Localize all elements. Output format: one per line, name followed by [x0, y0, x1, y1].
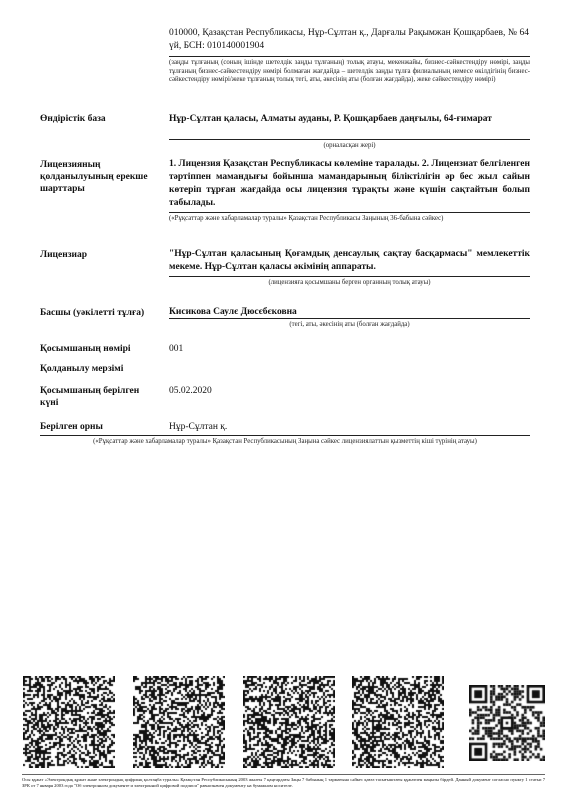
licensor-value: "Нұр-Сұлтан қаласының Қоғамдық денсаулық сақтау басқармасы" мемлекеттік мекеме. Нұр-Сұлтан қаласы әкімінің аппараты.	[169, 249, 530, 272]
footer-legal-text: Осы құжат «Электрондық құжат және электрондық цифрлық қолтаңба туралы» Қазақстан Республикасының 2003 жылғы 7 қаңтардағы Заңы 7 бабының 1 тармағына сәйкес қағаз тасығыштағы құжатпен маңызы бірдей. Данный документ согласно пункту 1 статьи 7 ЗРК от 7 января 2003 года "Об электронном документе и электронной цифровой подписи" равнозначен документу на бумажном носителе.	[22, 777, 545, 788]
address-underline	[169, 56, 530, 57]
datamatrix-code-4-icon	[352, 676, 444, 768]
place-of-issue-label: Берілген орны	[40, 422, 103, 432]
place-of-issue-value: Нұр-Сұлтан қ.	[169, 422, 228, 432]
validity-label: Қолданылу мерзімі	[40, 364, 124, 374]
license-conditions-value: 1. Лицензия Қазақстан Республикасы көлеміне таралады. 2. Лицензиат белгіленген тәртіппен мамандығы бойынша мамандарының біліктілігін әр бес жыл сайын көтеріп тұрған жағдайда осы лицензия тұрақты және күшін сақтайтын болып табылады.	[169, 159, 530, 208]
head-caption: (тегі, аты, әкесінің аты (болған жағдайда)	[289, 321, 410, 328]
appendix-number-label: Қосымшаның нөмірі	[40, 344, 131, 354]
datamatrix-code-3-icon	[243, 676, 335, 768]
licensor-label: Лицензиар	[40, 250, 88, 260]
datamatrix-code-2-icon	[133, 676, 225, 768]
license-conditions-label: Лицензияның қолданылуының ерекше шарттары	[40, 160, 148, 194]
license-conditions-caption: («Рұқсаттар және хабарламалар туралы» Қазақстан Республикасы Заңының 36-бабына сәйкес)	[169, 215, 444, 222]
appendix-number-value: 001	[169, 344, 184, 354]
issue-date-label: Қосымшаның берілген күні	[40, 386, 140, 408]
place-of-issue-caption: («Рұқсаттар және хабарламалар туралы» Қазақстан Республикасының Заңына сәйкес лицензиялаттын қызметтің кіші түрінің атауы)	[93, 438, 477, 445]
head-label: Басшы (уәкілетті тұлға)	[40, 308, 145, 318]
production-base-underline	[169, 139, 530, 140]
datamatrix-code-1-icon	[23, 676, 115, 768]
address-note: (заңды тұлғаның (соның ішінде шетелдік заңды тұлғаның) толық атауы, мекенжайы, бизнес-сәйкестендіру нөмірі, заңды тұлғаның бизнес-сәйкестендіру нөмірі болмаған жағдайда – шетелдік заңды тұлға филиалының немесе өкілдігінің бизнес-сәйкестендіру нөмірі/жеке тұлғаның толық тегі, аты, әкесінің аты (болған жағдайда), жеке сәйкестендіру нөмірі)	[169, 59, 530, 84]
head-value: Кисикова Саулє Дюсєбєковна	[169, 307, 297, 317]
production-base-label: Өндірістік база	[40, 114, 106, 124]
head-underline	[169, 318, 530, 319]
licensor-underline	[169, 276, 530, 277]
place-of-issue-underline	[40, 435, 530, 436]
license-conditions-underline	[169, 212, 530, 213]
production-base-caption: (орналасқан жері)	[323, 142, 376, 149]
licensor-caption: (лицензияға қосымшаны берген органның толық атауы)	[268, 279, 431, 286]
qr-code-icon	[469, 685, 545, 761]
issue-date-value: 05.02.2020	[169, 386, 212, 396]
production-base-value: Нұр-Сұлтан қаласы, Алматы ауданы, Р. Қошқарбаев даңғылы, 64-ғимарат	[169, 114, 492, 124]
holder-address: 010000, Қазақстан Республикасы, Нұр-Сұлтан қ., Дарғалы Рақымжан Қошқарбаев, № 64 үй, БСН: 010140001904	[169, 28, 529, 51]
footer-rule	[22, 774, 545, 775]
